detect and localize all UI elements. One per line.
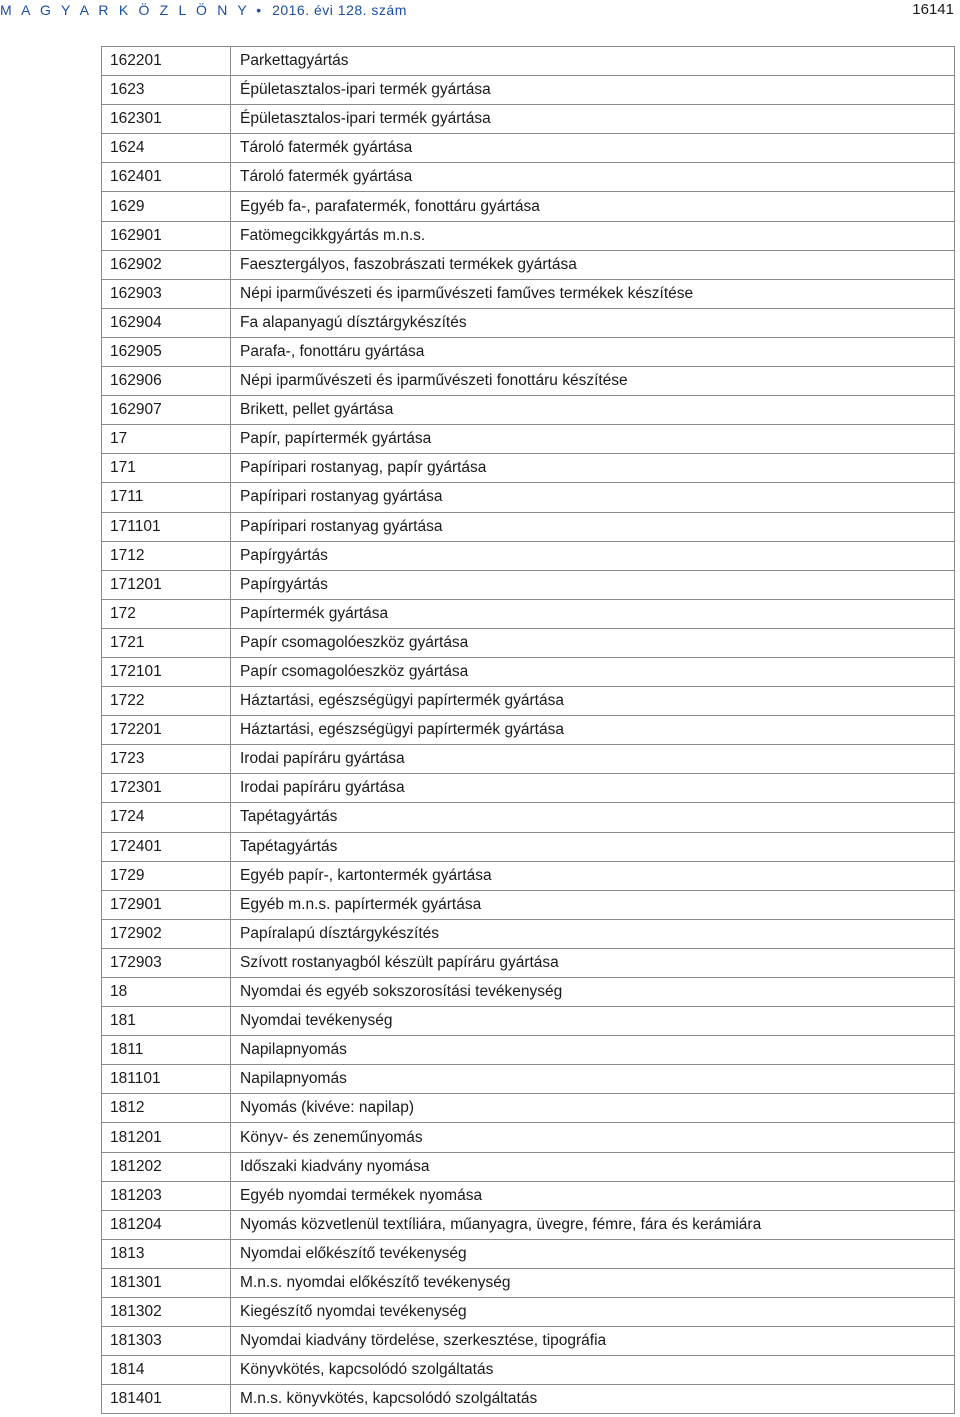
table-row — [102, 134, 955, 163]
activity-description-cell: Nyomdai kiadvány tördelése, szerkesztése, tipográfia — [231, 1327, 955, 1356]
activity-code-cell: 162906 — [102, 367, 231, 396]
running-head — [0, 2, 407, 18]
table-row — [102, 105, 955, 134]
table-row — [102, 1268, 955, 1297]
activity-code-cell: 162907 — [102, 396, 231, 425]
table-row — [102, 454, 955, 483]
page-header — [0, 0, 960, 24]
activity-description-cell: Szívott rostanyagból készült papíráru gyártása — [231, 948, 955, 977]
table-row — [102, 890, 955, 919]
table-row — [102, 919, 955, 948]
table-row — [102, 599, 955, 628]
table-row — [102, 978, 955, 1007]
activity-description-cell: Papír, papírtermék gyártása — [231, 425, 955, 454]
activity-description-cell: Épületasztalos-ipari termék gyártása — [231, 105, 955, 134]
table-row — [102, 570, 955, 599]
activity-description-cell: Napilapnyomás — [231, 1065, 955, 1094]
activity-code-cell: 171 — [102, 454, 231, 483]
table-row — [102, 1298, 955, 1327]
activity-code-cell: 181 — [102, 1007, 231, 1036]
activity-code-table — [101, 46, 955, 1414]
table-row — [102, 483, 955, 512]
activity-code-cell: 181201 — [102, 1123, 231, 1152]
table-row — [102, 76, 955, 105]
activity-description-cell: Papír csomagolóeszköz gyártása — [231, 657, 955, 686]
table-row — [102, 163, 955, 192]
activity-description-cell: Papíripari rostanyag gyártása — [231, 512, 955, 541]
activity-code-cell: 1624 — [102, 134, 231, 163]
activity-code-cell: 172201 — [102, 716, 231, 745]
table-row — [102, 687, 955, 716]
activity-description-cell: Papíripari rostanyag, papír gyártása — [231, 454, 955, 483]
activity-code-cell: 162904 — [102, 308, 231, 337]
table-row — [102, 1181, 955, 1210]
table-row — [102, 716, 955, 745]
activity-code-cell: 172101 — [102, 657, 231, 686]
table-row — [102, 541, 955, 570]
publication-title: M A G Y A R K Ö Z L Ö N Y — [0, 2, 250, 18]
table-row — [102, 803, 955, 832]
separator-bullet: • — [256, 2, 262, 18]
table-row — [102, 628, 955, 657]
table-row — [102, 221, 955, 250]
activity-description-cell: Nyomdai tevékenység — [231, 1007, 955, 1036]
table-row — [102, 657, 955, 686]
activity-code-cell: 1813 — [102, 1239, 231, 1268]
activity-code-cell: 181301 — [102, 1268, 231, 1297]
activity-description-cell: Parkettagyártás — [231, 47, 955, 76]
table-row — [102, 1152, 955, 1181]
activity-code-cell: 1711 — [102, 483, 231, 512]
table-row — [102, 47, 955, 76]
table-row — [102, 1094, 955, 1123]
activity-description-cell: Nyomdai és egyéb sokszorosítási tevékenység — [231, 978, 955, 1007]
activity-code-cell: 172901 — [102, 890, 231, 919]
activity-code-cell: 172301 — [102, 774, 231, 803]
activity-description-cell: Könyv- és zeneműnyomás — [231, 1123, 955, 1152]
activity-description-cell: Parafa-, fonottáru gyártása — [231, 337, 955, 366]
activity-code-cell: 18 — [102, 978, 231, 1007]
activity-code-cell: 181303 — [102, 1327, 231, 1356]
activity-code-cell: 17 — [102, 425, 231, 454]
activity-code-cell: 162301 — [102, 105, 231, 134]
table-body — [102, 47, 955, 1414]
activity-description-cell: M.n.s. nyomdai előkészítő tevékenység — [231, 1268, 955, 1297]
table-row — [102, 308, 955, 337]
activity-code-cell: 1721 — [102, 628, 231, 657]
activity-description-cell: Papíripari rostanyag gyártása — [231, 483, 955, 512]
table-row — [102, 1356, 955, 1385]
table-row — [102, 861, 955, 890]
activity-code-cell: 181202 — [102, 1152, 231, 1181]
activity-code-cell: 162905 — [102, 337, 231, 366]
activity-description-cell: Nyomdai előkészítő tevékenység — [231, 1239, 955, 1268]
activity-description-cell: Időszaki kiadvány nyomása — [231, 1152, 955, 1181]
activity-code-cell: 162401 — [102, 163, 231, 192]
table-row — [102, 1327, 955, 1356]
activity-description-cell: Tároló fatermék gyártása — [231, 163, 955, 192]
page-number: 16141 — [912, 1, 954, 18]
activity-code-cell: 1623 — [102, 76, 231, 105]
activity-code-cell: 1629 — [102, 192, 231, 221]
activity-description-cell: M.n.s. könyvkötés, kapcsolódó szolgáltatás — [231, 1385, 955, 1414]
activity-description-cell: Könyvkötés, kapcsolódó szolgáltatás — [231, 1356, 955, 1385]
activity-description-cell: Papír csomagolóeszköz gyártása — [231, 628, 955, 657]
activity-description-cell: Nyomás (kivéve: napilap) — [231, 1094, 955, 1123]
activity-code-cell: 181203 — [102, 1181, 231, 1210]
activity-description-cell: Egyéb m.n.s. papírtermék gyártása — [231, 890, 955, 919]
activity-description-cell: Háztartási, egészségügyi papírtermék gyártása — [231, 687, 955, 716]
activity-description-cell: Kiegészítő nyomdai tevékenység — [231, 1298, 955, 1327]
activity-code-cell: 1723 — [102, 745, 231, 774]
activity-description-cell: Háztartási, egészségügyi papírtermék gyártása — [231, 716, 955, 745]
activity-code-cell: 162903 — [102, 279, 231, 308]
table-row — [102, 425, 955, 454]
table-row — [102, 774, 955, 803]
activity-code-cell: 172902 — [102, 919, 231, 948]
activity-description-cell: Egyéb papír-, kartontermék gyártása — [231, 861, 955, 890]
activity-code-cell: 181401 — [102, 1385, 231, 1414]
activity-description-cell: Nyomás közvetlenül textíliára, műanyagra, üvegre, fémre, fára és kerámiára — [231, 1210, 955, 1239]
table-row — [102, 1065, 955, 1094]
table-row — [102, 1385, 955, 1414]
activity-description-cell: Brikett, pellet gyártása — [231, 396, 955, 425]
activity-code-cell: 1722 — [102, 687, 231, 716]
activity-code-cell: 162201 — [102, 47, 231, 76]
table-row — [102, 832, 955, 861]
activity-code-cell: 1811 — [102, 1036, 231, 1065]
table-row — [102, 1210, 955, 1239]
activity-description-cell: Népi iparművészeti és iparművészeti faműves termékek készítése — [231, 279, 955, 308]
activity-code-cell: 181101 — [102, 1065, 231, 1094]
activity-description-cell: Fa alapanyagú dísztárgykészítés — [231, 308, 955, 337]
activity-description-cell: Fatömegcikkgyártás m.n.s. — [231, 221, 955, 250]
table-row — [102, 337, 955, 366]
activity-code-cell: 1814 — [102, 1356, 231, 1385]
activity-code-cell: 162902 — [102, 250, 231, 279]
activity-code-cell: 1712 — [102, 541, 231, 570]
activity-description-cell: Irodai papíráru gyártása — [231, 745, 955, 774]
activity-code-cell: 162901 — [102, 221, 231, 250]
table-row — [102, 279, 955, 308]
activity-description-cell: Tapétagyártás — [231, 832, 955, 861]
issue-label: 2016. évi 128. szám — [272, 2, 407, 18]
activity-code-cell: 172903 — [102, 948, 231, 977]
table-row — [102, 745, 955, 774]
table-row — [102, 367, 955, 396]
activity-code-cell: 171201 — [102, 570, 231, 599]
table-row — [102, 512, 955, 541]
activity-description-cell: Papíralapú dísztárgykészítés — [231, 919, 955, 948]
activity-description-cell: Tapétagyártás — [231, 803, 955, 832]
table-row — [102, 1123, 955, 1152]
activity-description-cell: Tároló fatermék gyártása — [231, 134, 955, 163]
table-row — [102, 1007, 955, 1036]
activity-code-cell: 172 — [102, 599, 231, 628]
activity-code-cell: 181302 — [102, 1298, 231, 1327]
table-row — [102, 192, 955, 221]
table-row — [102, 250, 955, 279]
activity-description-cell: Épületasztalos-ipari termék gyártása — [231, 76, 955, 105]
activity-description-cell: Egyéb fa-, parafatermék, fonottáru gyártása — [231, 192, 955, 221]
activity-code-cell: 181204 — [102, 1210, 231, 1239]
table-row — [102, 1036, 955, 1065]
activity-description-cell: Faesztergályos, faszobrászati termékek gyártása — [231, 250, 955, 279]
activity-code-cell: 171101 — [102, 512, 231, 541]
activity-description-cell: Papírgyártás — [231, 541, 955, 570]
activity-description-cell: Egyéb nyomdai termékek nyomása — [231, 1181, 955, 1210]
activity-description-cell: Papírgyártás — [231, 570, 955, 599]
activity-description-cell: Papírtermék gyártása — [231, 599, 955, 628]
table-row — [102, 1239, 955, 1268]
activity-code-cell: 1729 — [102, 861, 231, 890]
table-row — [102, 948, 955, 977]
table-row — [102, 396, 955, 425]
activity-description-cell: Irodai papíráru gyártása — [231, 774, 955, 803]
activity-description-cell: Napilapnyomás — [231, 1036, 955, 1065]
activity-code-cell: 1812 — [102, 1094, 231, 1123]
activity-description-cell: Népi iparművészeti és iparművészeti fonottáru készítése — [231, 367, 955, 396]
activity-code-cell: 172401 — [102, 832, 231, 861]
activity-code-cell: 1724 — [102, 803, 231, 832]
